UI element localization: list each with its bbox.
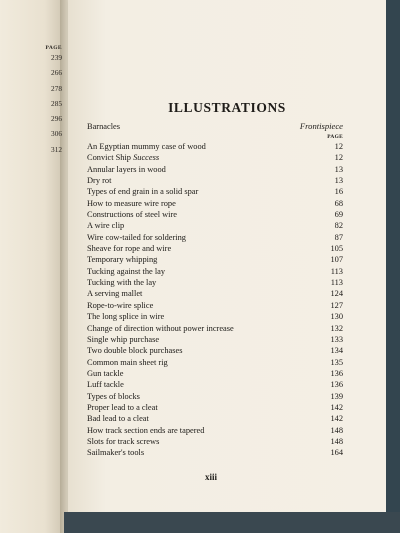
entry-title: Rope-to-wire splice bbox=[87, 300, 154, 310]
entry-title: Slots for track screws bbox=[87, 436, 160, 446]
frontispiece-label: Frontispiece bbox=[299, 121, 343, 131]
entry-title: Common main sheet rig bbox=[87, 357, 168, 367]
list-item bbox=[87, 152, 343, 163]
entry-title: Single whip purchase bbox=[87, 334, 160, 344]
entry-title: Tucking with the lay bbox=[87, 278, 157, 288]
entry-page: 127 bbox=[330, 300, 343, 310]
entry-title: How to measure wire rope bbox=[87, 198, 176, 208]
left-page-number: 285 bbox=[51, 98, 62, 108]
left-page-number: 239 bbox=[51, 53, 62, 62]
page-folio: xiii bbox=[204, 472, 217, 482]
list-item bbox=[87, 277, 343, 288]
entry-title: Luff tackle bbox=[87, 380, 124, 390]
list-item bbox=[87, 436, 343, 447]
list-item bbox=[87, 391, 343, 402]
left-page-number: 296 bbox=[51, 114, 62, 124]
left-page-numbers bbox=[36, 45, 62, 159]
left-page-number: 266 bbox=[51, 68, 62, 78]
entry-page: 132 bbox=[330, 323, 343, 333]
page-title: ILLUSTRATIONS bbox=[168, 100, 286, 115]
list-item bbox=[87, 345, 343, 356]
list-item bbox=[87, 164, 343, 175]
entry-title: Temporary whipping bbox=[87, 255, 158, 265]
list-item bbox=[87, 198, 343, 209]
entry-title: Types of blocks bbox=[87, 391, 140, 401]
list-item bbox=[87, 232, 343, 243]
entry-page: 16 bbox=[334, 187, 343, 197]
entry-page: 13 bbox=[334, 164, 343, 174]
entry-page: 12 bbox=[334, 142, 343, 151]
entry-page: 12 bbox=[334, 153, 343, 163]
left-page-number: 312 bbox=[51, 144, 62, 154]
entry-title: The long splice in wire bbox=[87, 312, 165, 322]
entry-title: How track section ends are tapered bbox=[87, 425, 205, 435]
cover-edge bbox=[386, 0, 400, 533]
list-item bbox=[87, 266, 343, 277]
entry-page: 130 bbox=[330, 312, 343, 322]
entry-title: Constructions of steel wire bbox=[87, 210, 178, 220]
page-column-label: PAGE bbox=[327, 134, 343, 140]
list-item bbox=[87, 254, 343, 265]
entry-page: 142 bbox=[330, 402, 343, 412]
list-item bbox=[87, 402, 343, 413]
list-item bbox=[87, 311, 343, 322]
entry-page: 69 bbox=[334, 210, 343, 220]
list-item bbox=[87, 323, 343, 334]
entry-page: 148 bbox=[330, 436, 343, 446]
entry-page: 142 bbox=[330, 414, 343, 424]
cover-bottom bbox=[64, 512, 400, 533]
entry-page: 134 bbox=[330, 346, 343, 356]
entry-page: 105 bbox=[330, 244, 343, 254]
list-item bbox=[87, 243, 343, 254]
entry-title: A serving mallet bbox=[87, 289, 143, 299]
entry-page: 13 bbox=[334, 176, 343, 186]
entry-title: Proper lead to a cleat bbox=[87, 402, 158, 412]
list-item bbox=[87, 288, 343, 299]
entry-title: Gun tackle bbox=[87, 368, 124, 378]
ship-name: Success bbox=[133, 153, 160, 163]
list-item bbox=[87, 447, 343, 458]
entry-title: A wire clip bbox=[87, 221, 125, 231]
entry-title: Sheave for rope and wire bbox=[87, 244, 172, 254]
left-page-number: 278 bbox=[51, 83, 62, 93]
entry-page: 133 bbox=[330, 334, 343, 344]
entry-title: Annular layers in wood bbox=[87, 164, 166, 174]
list-item bbox=[87, 379, 343, 390]
illustrations-list bbox=[87, 120, 343, 459]
entry-title: Types of end grain in a solid spar bbox=[87, 187, 199, 197]
list-item bbox=[87, 300, 343, 311]
entry-page: 139 bbox=[330, 391, 343, 401]
entry-title: Dry rot bbox=[87, 176, 112, 186]
entry-page: 136 bbox=[330, 380, 343, 390]
entry-title: Bad lead to a cleat bbox=[87, 414, 149, 424]
frontispiece-row bbox=[87, 120, 343, 133]
list-item bbox=[87, 175, 343, 186]
list-item bbox=[87, 209, 343, 220]
entries-list bbox=[87, 141, 343, 459]
frontispiece-title: Barnacles bbox=[87, 122, 121, 131]
entry-page: 87 bbox=[334, 232, 343, 242]
entry-title: Two double block purchases bbox=[87, 346, 183, 356]
entry-title: Wire cow-tailed for soldering bbox=[87, 232, 186, 242]
entry-page: 113 bbox=[330, 278, 343, 288]
entry-title: Change of direction without power increase bbox=[87, 323, 234, 333]
entry-page: 136 bbox=[330, 368, 343, 378]
entry-title: Convict Ship Success bbox=[87, 153, 160, 163]
entry-page: 68 bbox=[334, 198, 343, 208]
entry-title: Sailmaker's tools bbox=[87, 448, 145, 458]
entry-title: Tucking against the lay bbox=[87, 266, 166, 276]
entry-page: 113 bbox=[330, 266, 343, 276]
list-item bbox=[87, 425, 343, 436]
list-item bbox=[87, 141, 343, 152]
list-item bbox=[87, 413, 343, 424]
list-item bbox=[87, 357, 343, 368]
list-item bbox=[87, 186, 343, 197]
entry-page: 107 bbox=[330, 255, 343, 265]
list-item bbox=[87, 220, 343, 231]
list-item bbox=[87, 334, 343, 345]
entry-page: 148 bbox=[330, 425, 343, 435]
entry-title: An Egyptian mummy case of wood bbox=[87, 142, 206, 151]
entry-page: 124 bbox=[330, 289, 343, 299]
list-item bbox=[87, 368, 343, 379]
left-page-number: 306 bbox=[51, 129, 62, 139]
entry-page: 164 bbox=[330, 448, 343, 458]
entry-page: 135 bbox=[330, 357, 343, 367]
entry-page: 82 bbox=[334, 221, 343, 231]
left-page-header: PAGE bbox=[45, 45, 62, 51]
